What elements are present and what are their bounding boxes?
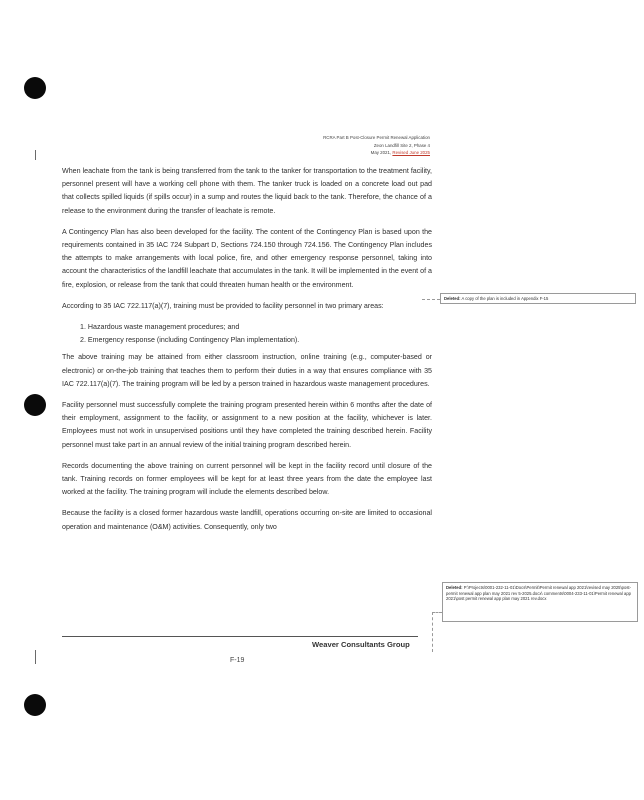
header-date: May 2021 bbox=[370, 150, 390, 156]
paragraph-training-timing: Facility personnel must successfully complete the training program presented herein within 6 months after the date of their employment, assignment to the facility, or assignment to a new position at the facility, whichever is later. Employees must not work in unsupervised positions until they have completed the training described herein. Facility personnel must take part in an annual review of the initial training program described herein. bbox=[62, 401, 432, 449]
footer-company: Weaver Consultants Group bbox=[312, 640, 410, 649]
page-header bbox=[323, 134, 430, 157]
header-line-1: RCRA Part B Post-Closure Permit Renewal Application bbox=[323, 135, 430, 140]
training-areas-list bbox=[62, 321, 432, 347]
comment-label: Deleted: bbox=[446, 585, 463, 590]
paragraph-training-records: Records documenting the above training on current personnel will be kept in the facility record until closure of the tank. Training records on former employees will be kept for at least three years from the date the employee last worked at the facility. The training program will include the elements described below. bbox=[62, 461, 432, 497]
header-revised-date: Revised June 2025 bbox=[392, 150, 430, 156]
list-item: 1. Hazardous waste management procedures; and bbox=[80, 323, 240, 332]
punch-hole-bottom bbox=[24, 694, 46, 716]
body-text bbox=[62, 165, 432, 542]
comment-connector-1 bbox=[422, 299, 440, 300]
page-number: F-19 bbox=[230, 657, 245, 664]
deleted-comment-1[interactable] bbox=[440, 293, 636, 304]
margin-mark-bottom bbox=[35, 650, 36, 664]
punch-hole-middle bbox=[24, 394, 46, 416]
paragraph-leachate-transfer: When leachate from the tank is being transferred from the tank to the tanker for transportation to the treatment facility, personnel present will have a working cell phone with them. The tanker truck is loaded on a concrete load out pad that collects spilled liquids (if spills occur) in a sump and routes the liquid back to the tank. Therefore, the chance of a release to the environment during the transfer of leachate is remote. bbox=[62, 167, 432, 215]
comment-label: Deleted: bbox=[444, 296, 461, 301]
paragraph-training-requirement: According to 35 IAC 722.117(a)(7), training must be provided to facility personnel in two primary areas: bbox=[62, 301, 384, 310]
paragraph-facility-operations: Because the facility is a closed former hazardous waste landfill, operations occurring on-site are limited to occasional operation and maintenance (O&M) activities. Consequently, only two bbox=[62, 509, 432, 531]
list-item: 2. Emergency response (including Contingency Plan implementation). bbox=[80, 336, 300, 345]
paragraph-contingency-plan: A Contingency Plan has also been developed for the facility. The content of the Contingency Plan is based upon the requirements contained in 35 IAC 724 Subpart D, Sections 724.150 through 724.156. The Contingency Plan includes the attempts to make arrangements with local police, fire, and other emergency response personnel, taking into account the characteristics of the landfill leachate that accumulates in the tank. It will be implemented in the event of a fire, explosion, or release from the tank that could threaten human health or the environment. bbox=[62, 227, 432, 289]
comment-connector-2h bbox=[432, 612, 442, 613]
comment-text: P:\Projects\0001-232-11-01\Docs\Permit\Permit renewal app 2021\revised may 2025\post-permit renewal app plan may 2021 rev 5-2025.docx\ comments\0004-233-11-01\Permit renewal app 2021\post permit renewal app plan may 2021 rev.docx bbox=[446, 585, 631, 602]
paragraph-training-methods: The above training may be attained from either classroom instruction, online training (e.g., computer-based or electronic) or on-the-job training that teaches them to perform their duties in a way that ensures compliance with 35 IAC 722.117(a)(7). The training program will be led by a person trained in hazardous waste management procedures. bbox=[62, 353, 432, 388]
header-line-3: May 2021, Revised June 2025 bbox=[370, 150, 430, 156]
comment-connector-2 bbox=[432, 612, 433, 652]
punch-hole-top bbox=[24, 77, 46, 99]
footer-rule bbox=[62, 636, 418, 637]
comment-text: A copy of the plan is included in Appendix F-15 bbox=[461, 296, 549, 301]
header-line-2: Zeon Landfill Site 2, Phase 4 bbox=[373, 142, 430, 148]
deleted-comment-2[interactable] bbox=[442, 582, 638, 622]
margin-mark-top bbox=[35, 150, 36, 160]
